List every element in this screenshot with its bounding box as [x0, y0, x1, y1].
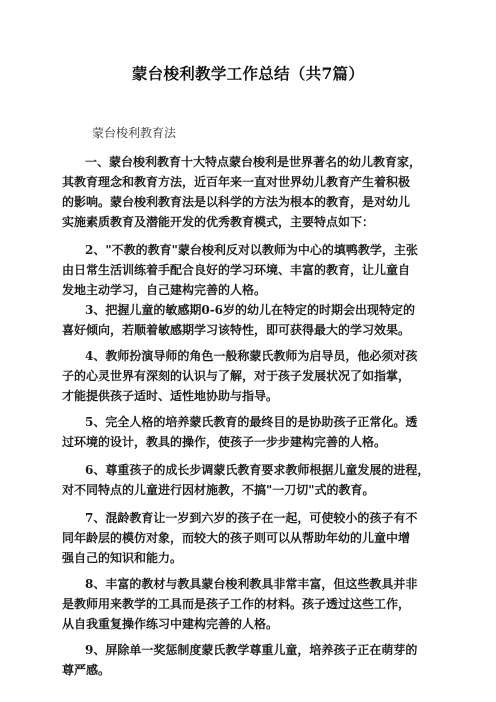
paragraph-line: 从自我重复操作练习中建构完善的人格。	[62, 617, 279, 631]
paragraph-line: 实施素质教育及潜能开发的优秀教育模式，主要特点如下：	[62, 215, 375, 229]
paragraph-4	[62, 346, 442, 406]
paragraph-line: 9、屏除单一奖惩制度蒙氏教学尊重儿童，培养孩子正在萌芽的	[85, 643, 418, 657]
paragraph-line: 5、完全人格的培养蒙氏教育的最终目的是协助孩子正常化。透	[85, 415, 418, 429]
paragraph-line: 喜好倾向，若顺着敏感期学习该特性，即可获得最大的学习效果。	[62, 323, 411, 337]
document-subtitle: 蒙台梭利教育法	[92, 126, 177, 140]
paragraph-1	[62, 152, 442, 232]
paragraph-9	[62, 640, 442, 680]
paragraph-line: 由日常生活训练着手配合良好的学习环境、丰富的教育，让儿童自	[62, 263, 411, 277]
paragraph-line: 8、丰富的教材与教具蒙台梭利教具非常丰富，但这些教具并非	[85, 577, 418, 591]
paragraph-line: 同年龄层的模仿对象，而较大的孩子则可以从帮助年幼的儿童中增	[62, 531, 411, 545]
paragraph-line: 2、"不教的教育"蒙台梭利反对以教师为中心的填鸭教学，主张	[85, 243, 418, 257]
document-title: 蒙台梭利教学工作总结（共7篇）	[131, 64, 365, 83]
paragraph-8	[62, 574, 442, 634]
paragraph-line: 对不同特点的儿童进行因材施教，不搞"一刀切"式的教育。	[62, 483, 375, 497]
paragraph-line: 发地主动学习，自己建构完善的人格。	[62, 283, 267, 297]
paragraph-5	[62, 412, 442, 452]
paragraph-line: 尊严感。	[62, 663, 111, 677]
paragraph-line: 其教育理念和教育方法，近百年来一直对世界幼儿教育产生着积极	[62, 175, 411, 189]
paragraph-line: 过环境的设计，教具的操作，使孩子一步步建构完善的人格。	[62, 435, 387, 449]
paragraph-line: 才能提供孩子适时、适性地协助与指导。	[62, 389, 279, 403]
paragraph-3	[62, 300, 442, 340]
paragraph-line: 是教师用来教学的工具而是孩子工作的材料。孩子透过这些工作，	[62, 597, 411, 611]
paragraph-line: 子的心灵世界有深刻的认识与了解，对于孩子发展状况了如指掌，	[62, 369, 411, 383]
paragraph-line: 7、混龄教育让一岁到六岁的孩子在一起，可使较小的孩子有不	[85, 511, 418, 525]
paragraph-line: 的影响。蒙台梭利教育法是以科学的方法为根本的教育，是对幼儿	[62, 195, 411, 209]
paragraph-line: 6、尊重孩子的成长步调蒙氏教育要求教师根据儿童发展的进程，	[85, 463, 430, 477]
paragraph-2	[62, 240, 442, 300]
paragraph-line: 3、把握儿童的敏感期0-6岁的幼儿在特定的时期会出现特定的	[85, 303, 416, 317]
paragraph-line: 4、教师扮演导师的角色一般称蒙氏教师为启导员，他必须对孩	[85, 349, 418, 363]
paragraph-7	[62, 508, 442, 568]
paragraph-6	[62, 460, 442, 500]
paragraph-line: 强自己的知识和能力。	[62, 551, 183, 565]
paragraph-line: 一、蒙台梭利教育十大特点蒙台梭利是世界著名的幼儿教育家，	[85, 155, 422, 169]
